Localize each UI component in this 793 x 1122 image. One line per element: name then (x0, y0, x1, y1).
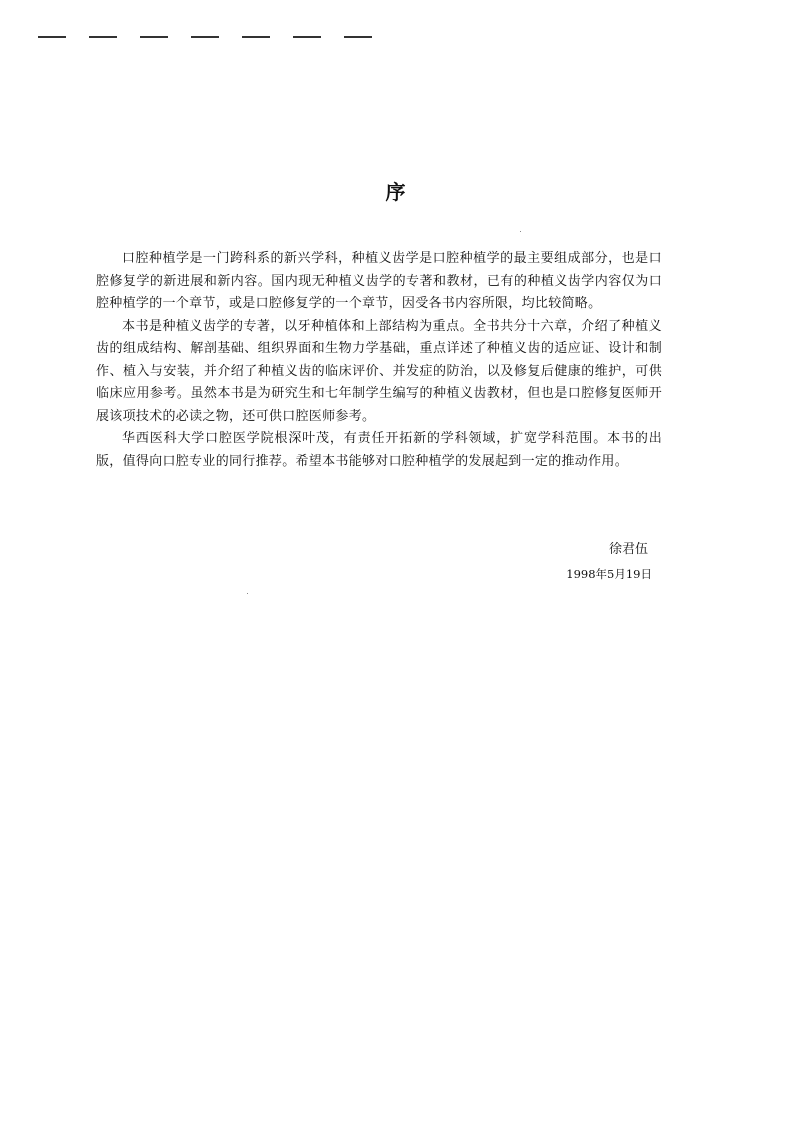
preface-body (96, 248, 662, 473)
paragraph-3: 华西医科大学口腔医学院根深叶茂，有责任开拓新的学科领域，扩宽学科范围。本书的出版，值得向口腔专业的同行推荐。希望本书能够对口腔种植学的发展起到一定的推动作用。 (96, 431, 662, 469)
signature-date: 1998年5月19日 (566, 567, 652, 581)
scan-speck (247, 593, 248, 594)
header-dash (140, 36, 168, 38)
paragraph-1: 口腔种植学是一门跨科系的新兴学科，种植义齿学是口腔种植学的最主要组成部分，也是口腔修复学的新进展和新内容。国内现无种植义齿学的专著和教材，已有的种植义齿学内容仅为口腔种植学的一个章节，或是口腔修复学的一个章节，因受各书内容所限，均比较简略。 (96, 251, 662, 311)
signature-block (96, 540, 652, 583)
header-dash (191, 36, 219, 38)
header-rule-dashes (38, 36, 378, 38)
header-dash (242, 36, 270, 38)
scan-speck (520, 231, 521, 232)
page-title: 序 (385, 180, 408, 204)
author-name: 徐君伍 (608, 542, 648, 557)
header-dash (89, 36, 117, 38)
header-dash (293, 36, 321, 38)
header-dash (344, 36, 372, 38)
header-dash (38, 36, 66, 38)
paragraph-2: 本书是种植义齿学的专著，以牙种植体和上部结构为重点。全书共分十六章，介绍了种植义齿的组成结构、解剖基础、组织界面和生物力学基础，重点详述了种植义齿的适应证、设计和制作、植入与安装，并介绍了种植义齿的临床评价、并发症的防治，以及修复后健康的维护，可供临床应用参考。虽然本书是为研究生和七年制学生编写的种植义齿教材，但也是口腔修复医师开展该项技术的必读之物，还可供口腔医师参考。 (96, 318, 662, 424)
